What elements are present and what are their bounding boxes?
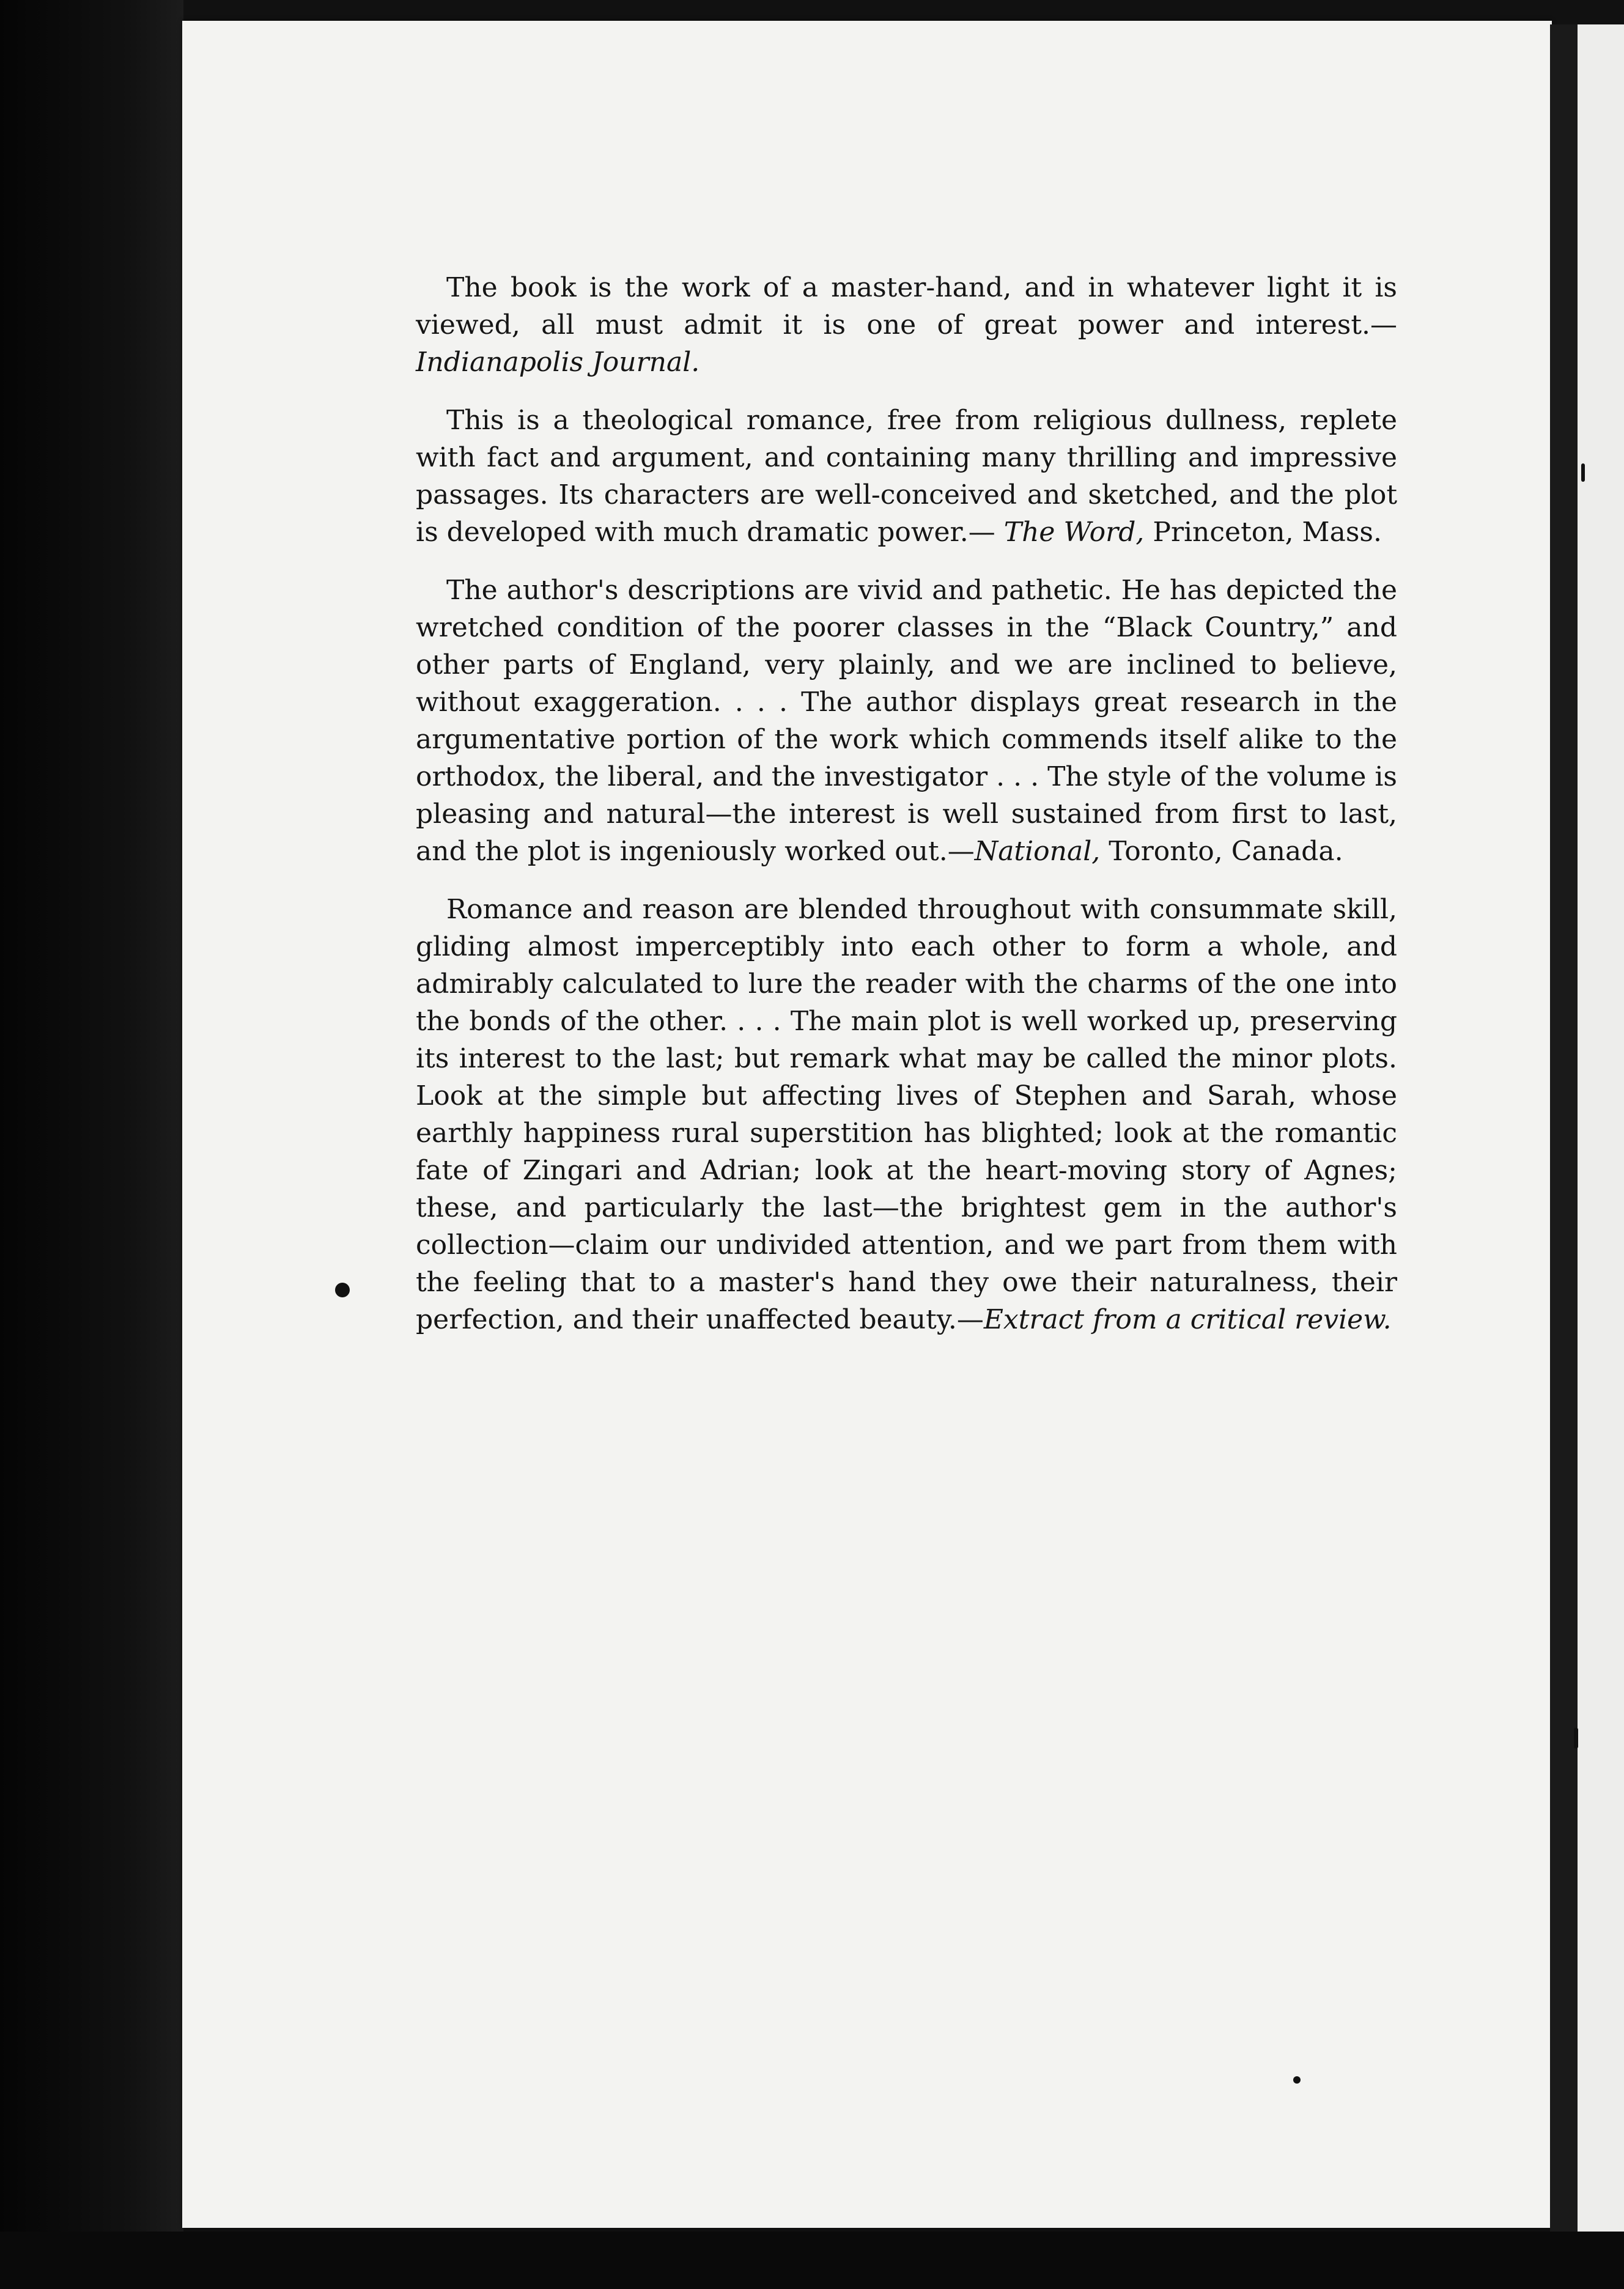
ink-spot: [335, 1283, 350, 1297]
review-source: Indianapolis Journal.: [416, 347, 700, 378]
facing-page-edge: [1578, 24, 1624, 2256]
review-source-location: Princeton, Mass.: [1144, 517, 1382, 548]
review-body: Romance and reason are blended throughout with consummate skill, gliding almost imperceptibly into each other to form a whole, and admirably calculated to lure the reader with the charms of the one into the bonds of the other. . . . The main plot is well worked up, preserving its interest to the last; but remark what may be called the minor plots. Look at the simple but affecting lives of Stephen and Sarah, whose earthly happiness rural superstition has blighted; look at the romantic fate of Zingari and Adrian; look at the heart-moving story of Agnes; these, and particularly the last—the brightest gem in the author's collection—claim our undivided attention, and we part from them with the feeling that to a master's hand they owe their naturalness, their perfection, and their unaffected beauty.—: [416, 894, 1397, 1335]
review-source: Extract from a critical review.: [983, 1304, 1392, 1335]
review-national: [416, 572, 1397, 870]
review-body: This is a theological romance, free from religious dullness, replete with fact and argument, and containing many thrilling and impressive passages. Its characters are well-conceived and sketched, and the plot is developed with much dramatic power.—: [416, 405, 1397, 548]
review-body: The book is the work of a master-hand, and in whatever light it is viewed, all must admit it is one of great power and interest.—: [416, 272, 1397, 341]
review-indianapolis-journal: [416, 269, 1397, 381]
review-source: National,: [974, 836, 1101, 867]
review-the-word: [416, 402, 1397, 551]
review-source: The Word,: [1003, 517, 1145, 548]
reviews-section: [416, 269, 1397, 1359]
ink-speck: [1574, 1728, 1578, 1749]
review-body: The author's descriptions are vivid and pathetic. He has depicted the wretched condition of the poorer classes in the “Black Country,” and other parts of England, very plainly, and we are inclined to believe, without exaggeration. . . . The author displays great research in the argumentative portion of the work which commends itself alike to the orthodox, the liberal, and the investigator . . . The style of the volume is pleasing and natural—the interest is well sustained from first to last, and the plot is ingeniously worked out.—: [416, 575, 1397, 867]
review-source-location: Toronto, Canada.: [1100, 836, 1343, 867]
ink-speck: [1293, 2076, 1301, 2084]
book-left-edge: [0, 0, 183, 2289]
book-bottom-edge: [0, 2232, 1624, 2289]
ink-speck: [1581, 463, 1585, 482]
review-critical-extract: [416, 891, 1397, 1338]
book-gutter: [1550, 24, 1578, 2250]
